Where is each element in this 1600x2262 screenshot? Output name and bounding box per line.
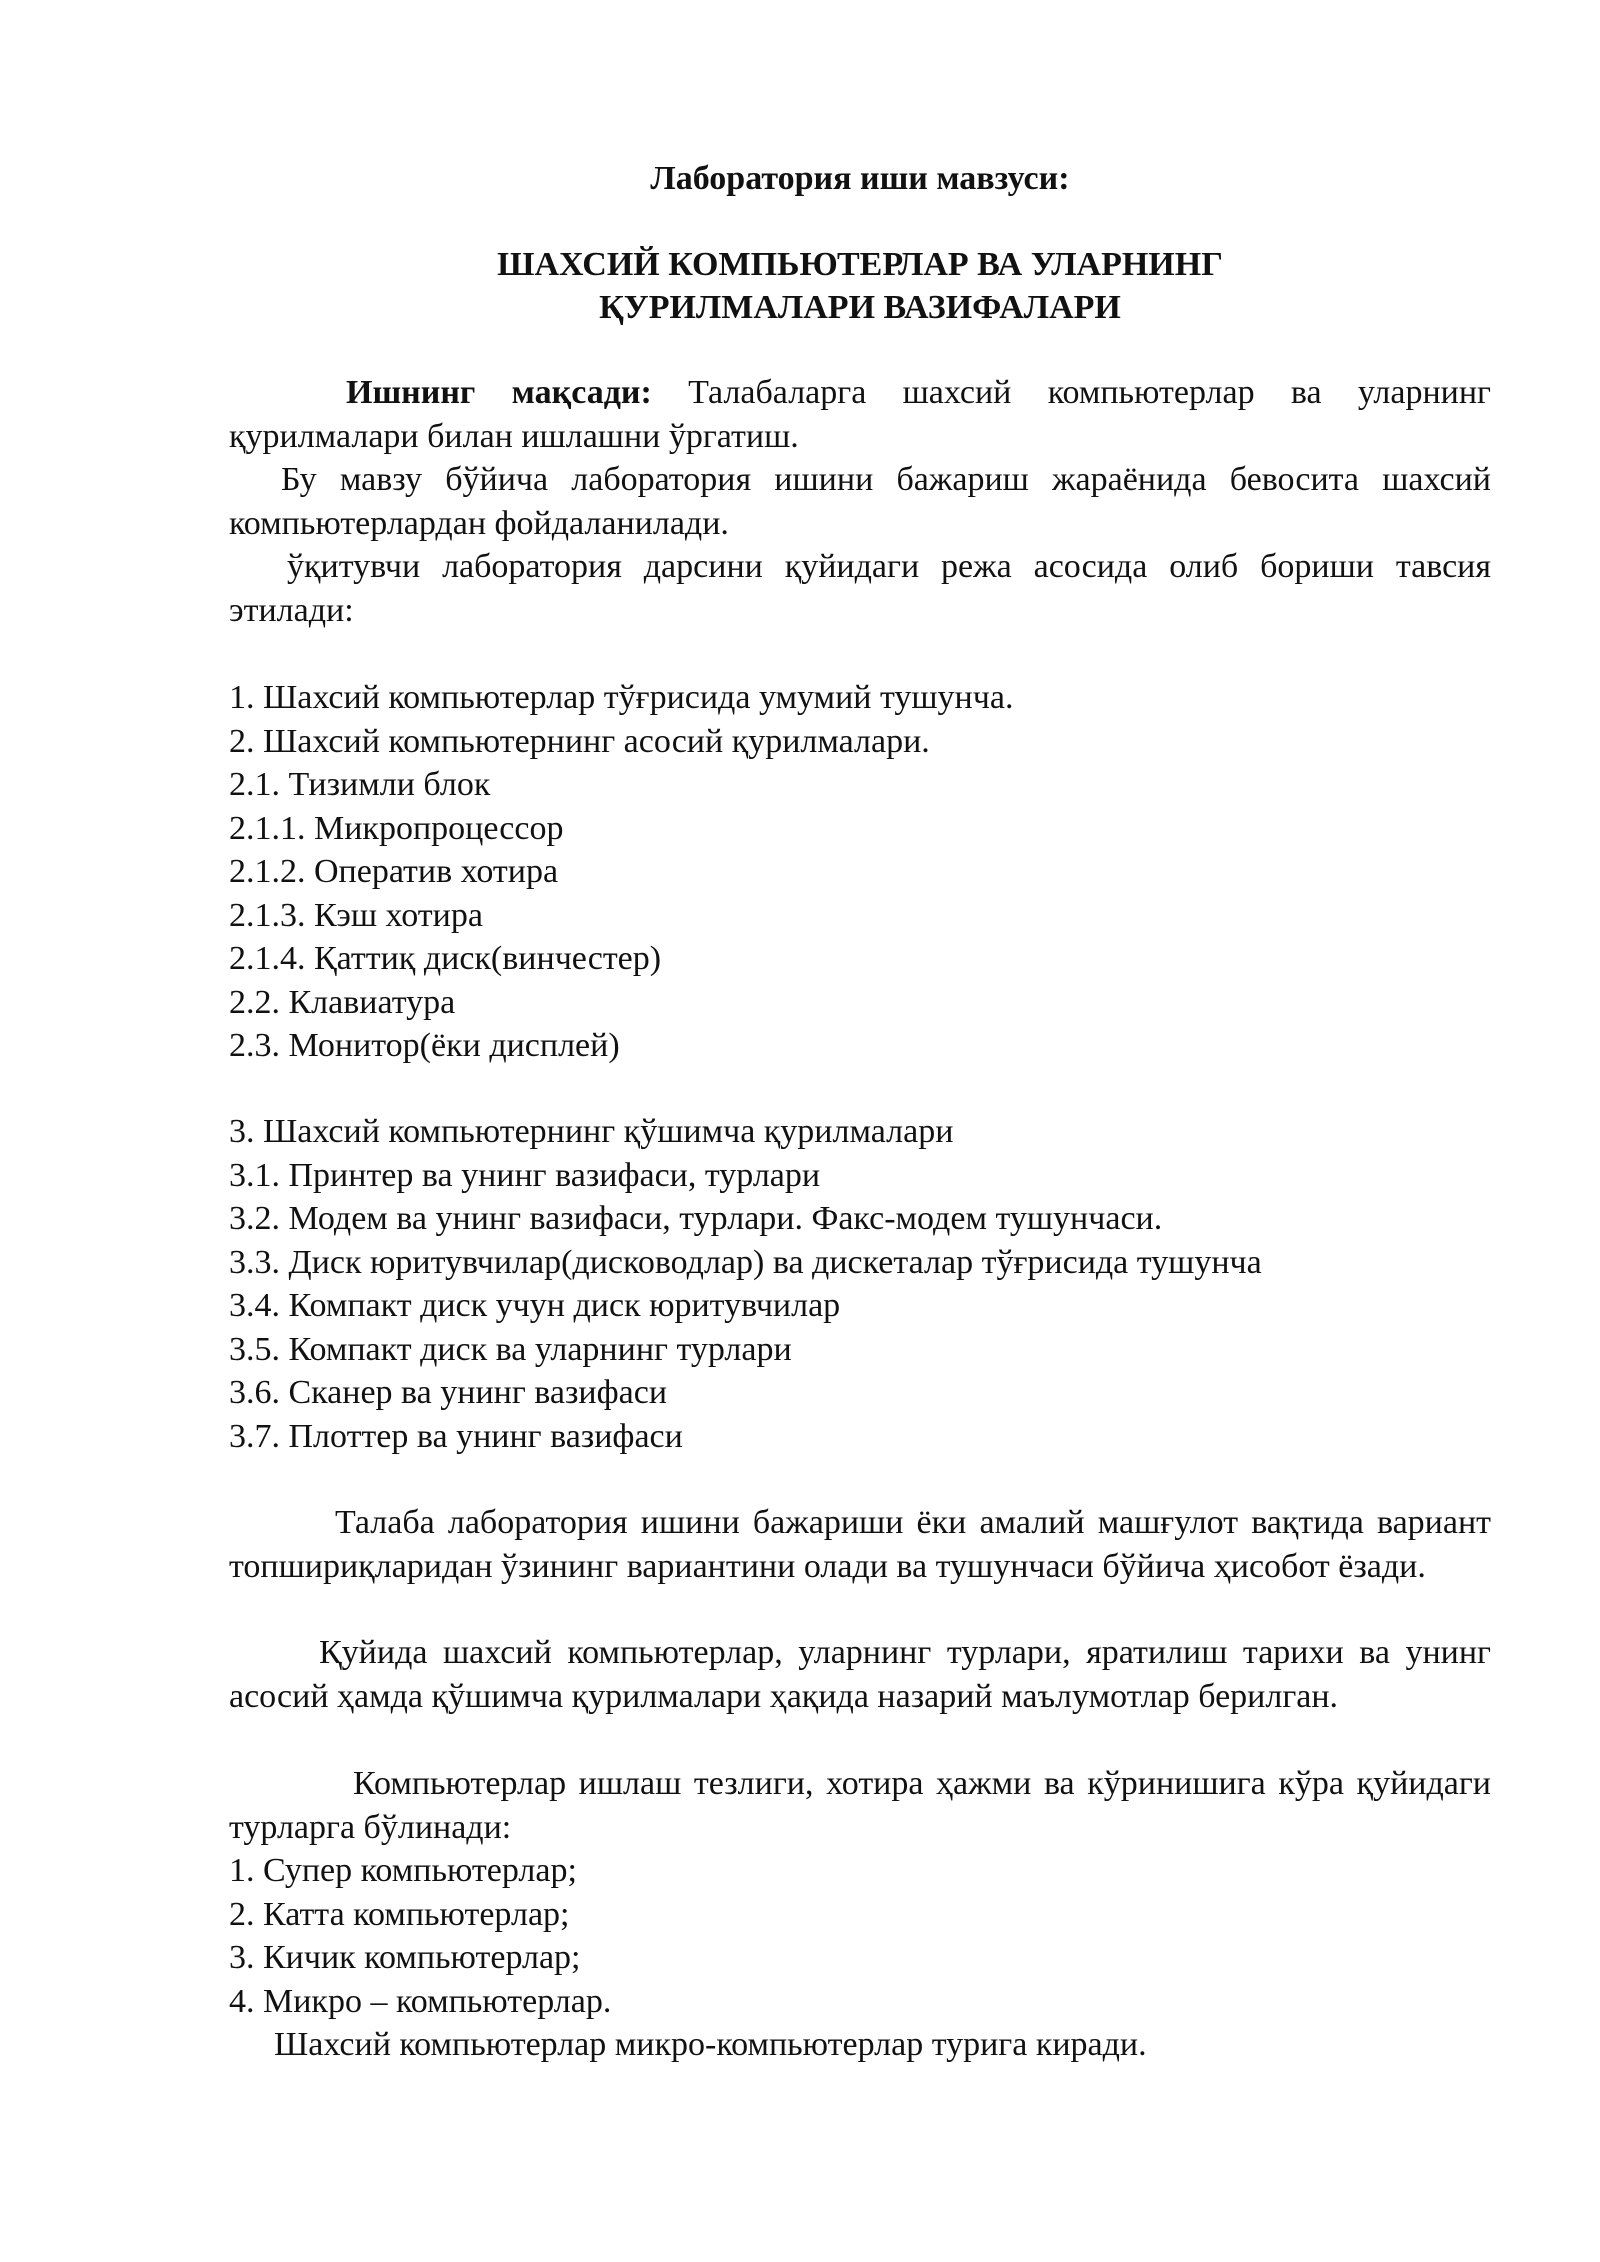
topic-paragraph: Бу мавзу бўйича лаборатория ишини бажариш жараёнида бевосита шахсий компьютерлардан фойдаланилади. (229, 461, 1491, 542)
title-line-2: ҚУРИЛМАЛАРИ ВАЗИФАЛАРИ (599, 289, 1121, 326)
plan-list-item: 3.6. Сканер ва унинг вазифаси (229, 1374, 668, 1411)
type-list-item: 4. Микро – компьютерлар. (229, 1982, 612, 2020)
student-paragraph: Талаба лаборатория ишини бажариши ёки амалий машғулот вақтида вариант топшириқларидан ўзининг вариантини олади ва тушунчаси бўйича ҳисобот ёзади. (229, 1504, 1491, 1585)
plan-list-item: 1. Шахсий компьютерлар тўғрисида умумий тушунча. (229, 679, 1014, 716)
goal-label: Ишнинг мақсади: (346, 374, 652, 411)
plan-list-item: 2.1.3. Кэш хотира (229, 896, 483, 934)
below-paragraph: Қуйида шахсий компьютерлар, уларнинг турлари, яратилиш тарихи ва унинг асосий ҳамда қўшимча қурилмалари ҳақида назарий маълумотлар берилган. (229, 1634, 1491, 1715)
plan-list-item: 3.2. Модем ва унинг вазифаси, турлари. Факс-модем тушунчаси. (229, 1200, 1163, 1237)
plan-list-item: 3.4. Компакт диск учун диск юритувчилар (229, 1287, 841, 1324)
plan-list-item: 3.7. Плоттер ва унинг вазифаси (229, 1417, 683, 1455)
plan-list-item: 3.5. Компакт диск ва уларнинг турлари (229, 1330, 792, 1368)
goal-text: Талабаларга шахсий компьютерлар ва уларнинг қурилмалари билан ишлашни ўргатиш. (229, 374, 1491, 455)
final-paragraph: Шахсий компьютерлар микро-компьютерлар турига киради. (274, 2026, 1147, 2063)
plan-list-item: 3. Шахсий компьютернинг қўшимча қурилмалари (229, 1113, 954, 1150)
teacher-paragraph: ўқитувчи лаборатория дарсини қуйидаги режа асосида олиб бориши тавсия этилади: (229, 548, 1491, 629)
title-line-1: ШАХСИЙ КОМПЬЮТЕРЛАР ВА УЛАРНИНГ (497, 246, 1223, 283)
type-list-item: 1. Супер компьютерлар; (229, 1852, 577, 1889)
type-list-item: 2. Катта компьютерлар; (229, 1895, 570, 1933)
plan-list-additional (229, 1110, 1262, 1458)
plan-list-item: 3.3. Диск юритувчилар(дисководлар) ва дискеталар тўғрисида тушунча (229, 1243, 1262, 1281)
plan-list-item: 2.3. Монитор(ёки дисплей) (229, 1027, 620, 1064)
plan-list-item: 2.1.2. Оператив хотира (229, 853, 559, 890)
types-paragraph: Компьютерлар ишлаш тезлиги, хотира ҳажми ва кўринишига кўра қуйидаги турларга бўлинади: (229, 1765, 1491, 1846)
plan-list-item: 2.2. Клавиатура (229, 983, 456, 1021)
plan-list-item: 2.1.1. Микропроцессор (229, 809, 564, 847)
plan-list-item: 2. Шахсий компьютернинг асосий қурилмалари. (229, 722, 930, 760)
type-list-item: 3. Кичик компьютерлар; (229, 1939, 581, 1976)
plan-list-item: 2.1.4. Қаттиқ диск(винчестер) (229, 940, 662, 977)
plan-list-item: 3.1. Принтер ва унинг вазифаси, турлари (229, 1156, 821, 1194)
plan-list-basic (229, 676, 1013, 1068)
lab-heading: Лаборатория иши мавзуси: (650, 160, 1070, 197)
computer-types-list (229, 1849, 611, 2023)
goal-paragraph (229, 371, 1491, 458)
plan-list-item: 2.1. Тизимли блок (229, 766, 491, 803)
